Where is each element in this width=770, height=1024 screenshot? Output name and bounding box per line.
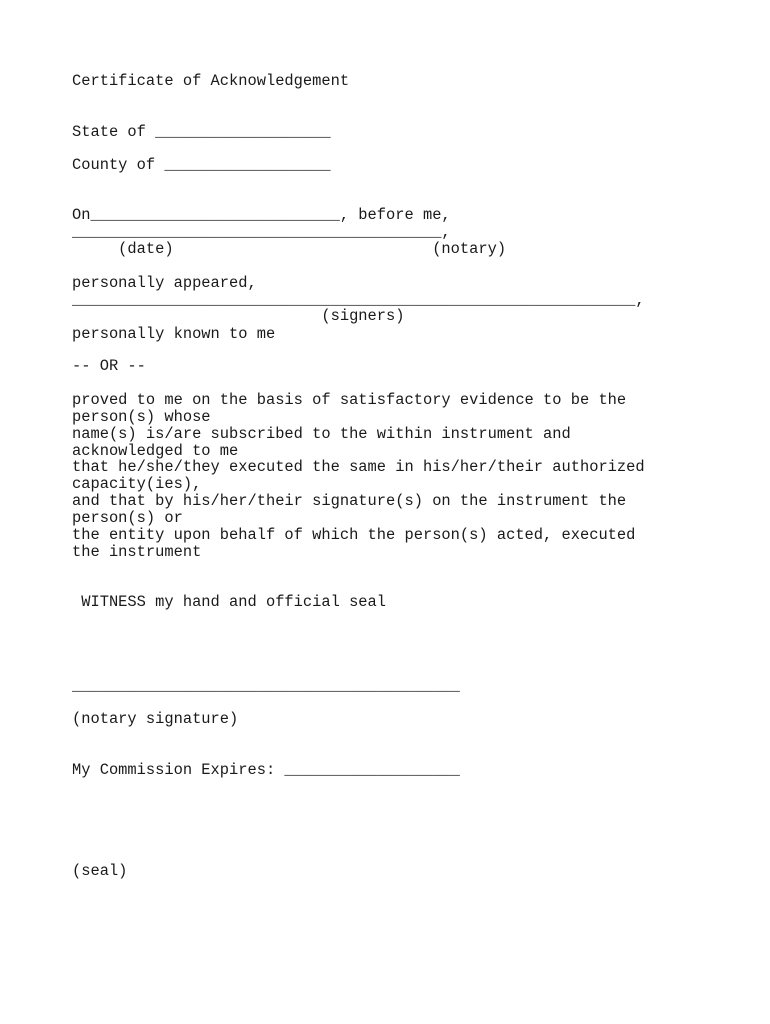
- witness-statement: WITNESS my hand and official seal: [72, 593, 387, 611]
- date-notary-caption: (date) (notary): [72, 240, 507, 258]
- proved-line: and that by his/her/their signature(s) on the instrument the: [72, 492, 627, 510]
- proved-line: person(s) or: [72, 509, 183, 527]
- proved-line: capacity(ies),: [72, 475, 202, 493]
- signers-blank-line: _____________________________________________________________,: [72, 291, 645, 309]
- seal-caption: (seal): [72, 862, 128, 880]
- proved-line: that he/she/they executed the same in his/her/their authorized: [72, 458, 645, 476]
- document-title: Certificate of Acknowledgement: [72, 72, 350, 90]
- county-line: County of __________________: [72, 156, 331, 174]
- proved-line: the instrument: [72, 543, 202, 561]
- proved-line: person(s) whose: [72, 408, 211, 426]
- or-separator: -- OR --: [72, 357, 146, 375]
- proved-line: proved to me on the basis of satisfactory evidence to be the: [72, 391, 627, 409]
- notary-blank-line: ________________________________________,: [72, 223, 451, 241]
- state-line: State of ___________________: [72, 123, 331, 141]
- notary-signature-line: __________________________________________: [72, 677, 460, 695]
- personally-appeared: personally appeared,: [72, 274, 257, 292]
- personally-known: personally known to me: [72, 325, 276, 343]
- on-date-line: On___________________________, before me,: [72, 206, 451, 224]
- signers-caption: (signers): [72, 307, 405, 325]
- proved-line: name(s) is/are subscribed to the within instrument and: [72, 425, 571, 443]
- notary-signature-caption: (notary signature): [72, 710, 239, 728]
- proved-line: the entity upon behalf of which the person(s) acted, executed: [72, 526, 636, 544]
- commission-expires-line: My Commission Expires: ___________________: [72, 761, 460, 779]
- proved-line: acknowledged to me: [72, 442, 239, 460]
